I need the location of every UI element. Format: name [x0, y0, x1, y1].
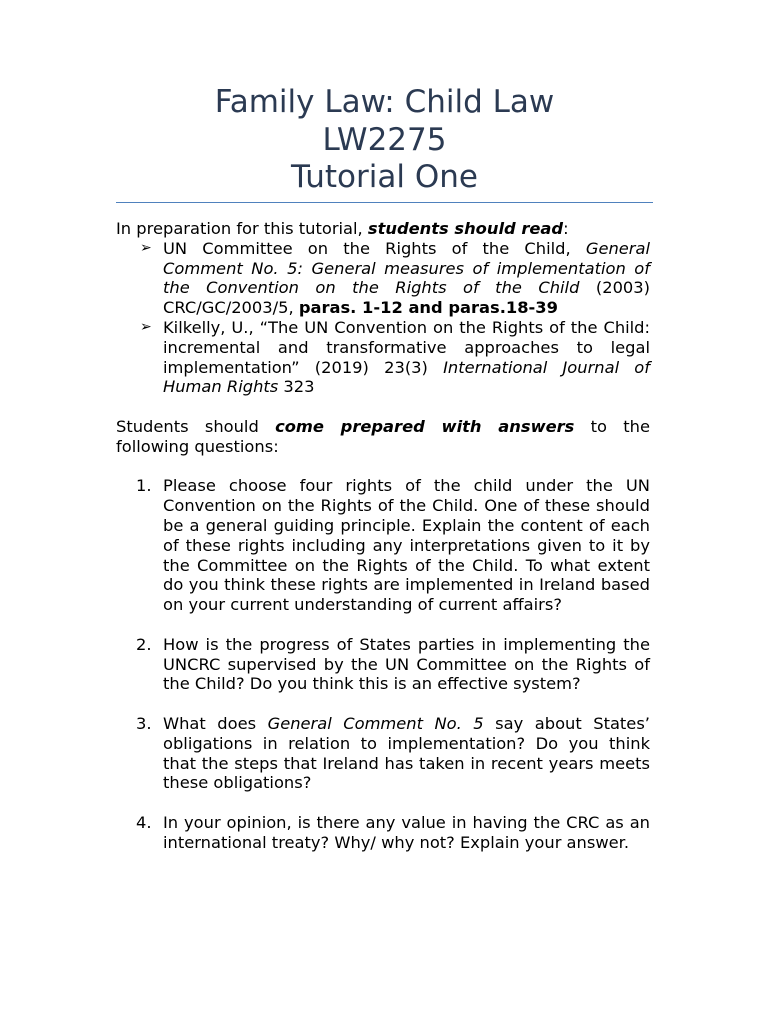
prompt-emphasis: come prepared with answers: [275, 416, 575, 436]
title-divider: [116, 202, 653, 203]
reading-citation: (2003) CRC/GC/2003/5,: [163, 278, 650, 318]
reading-list: [116, 239, 650, 397]
spacer: [116, 397, 650, 417]
intro-emphasis: students should read: [367, 219, 564, 238]
question-text-prefix: What does: [163, 713, 268, 733]
question-text: In your opinion, is there any value in having the CRC as an international treaty? Why/ why not? Explain your answer.: [163, 812, 650, 852]
arrow-bullet-icon: ➢: [140, 239, 152, 256]
reading-title: General Comment No. 5: General measures of implementation of the Convention on the Rights of the Child: [163, 238, 650, 298]
document-body: [116, 219, 650, 872]
reading-journal: International Journal of Human Rights: [163, 357, 650, 397]
question-text: How is the progress of States parties in implementing the UNCRC supervised by the UN Committee on the Rights of the Child? Do you think this is an effective system?: [163, 634, 650, 694]
reading-paragraphs: paras. 1-12 and paras.18-39: [298, 298, 558, 318]
intro-prefix: In preparation for this tutorial,: [116, 219, 368, 238]
question-number: 1.: [136, 476, 152, 496]
question-item: [116, 635, 650, 694]
question-item: [116, 476, 650, 615]
question-text-suffix: say about States’ obligations in relation to implementation? Do you think that the steps that Ireland has taken in recent years meets these obligations?: [163, 713, 650, 793]
question-item: [116, 714, 650, 793]
intro-paragraph: [116, 219, 650, 239]
questions-prompt: [116, 417, 650, 457]
title-course-name: Family Law: Child Law: [214, 84, 555, 120]
reading-item: [116, 239, 650, 318]
arrow-bullet-icon: ➢: [140, 318, 152, 335]
spacer: [116, 457, 650, 477]
question-text: Please choose four rights of the child under the UN Convention on the Rights of the Child. One of these should be a general guiding principle. Explain the content of each of these rights including any interpretations given to it by the Committee on the Rights of the Child. To what extent do you think these rights are implemented in Ireland based on your current understanding of current affairs?: [163, 476, 650, 615]
reading-text: Kilkelly, U., “The UN Convention on the Rights of the Child: incremental and transformative approaches to legal implementation” (2019) 23(3): [163, 317, 650, 377]
question-number: 2.: [136, 634, 152, 654]
title-tutorial: Tutorial One: [291, 159, 478, 195]
question-number: 3.: [136, 713, 152, 733]
intro-suffix: :: [563, 219, 569, 238]
question-list: [116, 476, 650, 852]
reading-page: 323: [278, 377, 315, 397]
question-text-italic: General Comment No. 5: [267, 713, 484, 733]
prompt-suffix: to the following questions:: [116, 416, 650, 456]
question-number: 4.: [136, 812, 152, 832]
title-course-code: LW2275: [322, 121, 447, 158]
reading-text: UN Committee on the Rights of the Child,: [163, 238, 586, 258]
prompt-prefix: Students should: [116, 416, 276, 436]
document-title: [116, 84, 653, 197]
question-item: [116, 813, 650, 853]
reading-item: [116, 318, 650, 397]
